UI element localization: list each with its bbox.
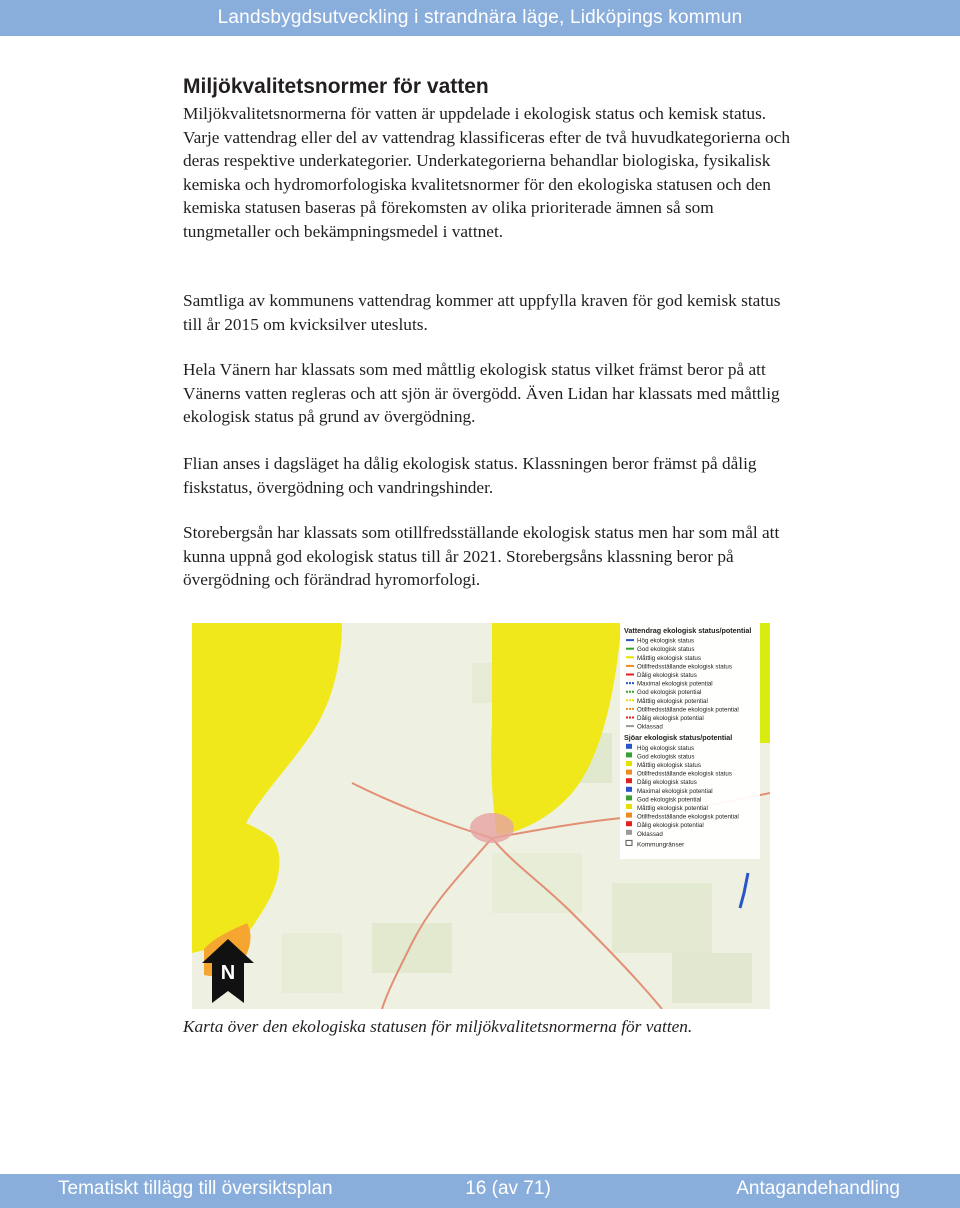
legend-lake-swatch bbox=[626, 787, 632, 792]
legend-lake-swatch bbox=[626, 804, 632, 809]
legend-title-streams: Vattendrag ekologisk status/potential bbox=[624, 626, 752, 635]
town-lidkoping bbox=[470, 813, 514, 843]
paragraph-chemical-status: Samtliga av kommunens vattendrag kommer att uppfylla kraven för god kemisk status till år 2015 om kvicksilver utesluts. bbox=[183, 291, 781, 334]
paragraph-intro: Miljökvalitetsnormerna för vatten är uppdelade i ekologisk status och kemisk status. Varje vattendrag eller del av vattendrag klassificeras efter de två huvudkategorierna och deras respektive underkategorier. Underkategorierna behandlar biologiska, fysikalisk kemiska och hydromorfologiska kvalitetsnormer för den ekologiska statusen och den kemiska statusen baseras på förekomsten av olika prioriterade ämnen så som tungmetaller och bekämpningsmedel i vattnet. bbox=[183, 104, 790, 241]
legend-stream-label: Otillfredsställande ekologisk potential bbox=[637, 706, 739, 714]
legend-title-lakes: Sjöar ekologisk status/potential bbox=[624, 733, 733, 743]
legend-lake-swatch bbox=[626, 752, 632, 757]
legend-lake-label: God ekologisk potential bbox=[637, 796, 702, 804]
paragraph-flian: Flian anses i dagsläget ha dålig ekologisk status. Klassningen beror främst på dålig fiskstatus, övergödning och vandringshinder. bbox=[183, 454, 757, 497]
legend-lake-label: Hög ekologisk status bbox=[637, 744, 695, 752]
legend-stream-label: Oklassad bbox=[637, 723, 663, 731]
legend-lake-swatch bbox=[626, 821, 632, 826]
footer-status: Antagandehandling bbox=[736, 1178, 900, 1199]
north-label: N bbox=[220, 962, 236, 984]
ecological-status-map bbox=[192, 623, 770, 1009]
legend-stream-label: Dålig ekologisk status bbox=[637, 672, 697, 679]
legend-stream-label: Maximal ekologisk potential bbox=[637, 680, 713, 688]
legend-lake-swatch bbox=[626, 744, 632, 749]
legend-stream-label: Måttlig ekologisk potential bbox=[637, 697, 708, 705]
legend-lake-swatch bbox=[626, 795, 632, 800]
paragraph-vanern: Hela Vänern har klassats som med måttlig ekologisk status vilket främst beror på att Vänerns vatten regleras och att sjön är övergödd. Även Lidan har klassats med måttlig ekologisk status på grund av övergödning. bbox=[183, 360, 780, 426]
legend-lake-label: Måttlig ekologisk potential bbox=[637, 805, 708, 812]
footer-document-title: Tematiskt tillägg till översiktsplan bbox=[58, 1178, 333, 1199]
legend-boundary-label: Kommungränser bbox=[637, 841, 685, 849]
legend-stream-label: Måttlig ekologisk status bbox=[637, 654, 701, 662]
legend-lake-swatch bbox=[626, 813, 632, 818]
legend-lake-label: Otillfredsställande ekologisk status bbox=[637, 770, 732, 778]
legend-stream-label: Otillfredsställande ekologisk status bbox=[637, 663, 732, 671]
footer-page-number: 16 (av 71) bbox=[465, 1178, 551, 1199]
legend-lake-swatch bbox=[626, 761, 632, 766]
map-graphic bbox=[192, 623, 770, 1009]
legend-lake-swatch bbox=[626, 770, 632, 775]
legend-lake-label: Otillfredsställande ekologisk potential bbox=[637, 813, 739, 821]
legend-lake-label: Dålig ekologisk status bbox=[637, 779, 697, 787]
legend-stream-label: God ekologisk status bbox=[637, 646, 695, 654]
legend-lake-label: Dålig ekologisk potential bbox=[637, 822, 704, 830]
paragraph-storebergsan: Storebergsån har klassats som otillfredsställande ekologisk status men har som mål att kunna uppnå god ekologisk status till år 2021. Storebergsåns klassning beror på övergödning och förändrad hyromorfologi. bbox=[183, 523, 780, 589]
map-caption: Karta över den ekologiska statusen för miljökvalitetsnormerna för vatten. bbox=[183, 1017, 693, 1036]
legend-stream-label: Hög ekologisk status bbox=[637, 637, 695, 645]
legend-lake-swatch bbox=[626, 830, 632, 835]
legend-lake-swatch bbox=[626, 778, 632, 783]
section-heading: Miljökvalitetsnormer för vatten bbox=[183, 75, 489, 98]
legend-stream-label: Dålig ekologisk potential bbox=[637, 715, 704, 722]
legend-lake-label: Oklassad bbox=[637, 830, 663, 838]
legend-lake-label: God ekologisk status bbox=[637, 753, 695, 761]
legend-lake-label: Måttlig ekologisk status bbox=[637, 762, 701, 769]
map-edge-strip bbox=[760, 623, 770, 743]
legend-stream-label: God ekologisk potential bbox=[637, 689, 702, 697]
legend-lake-label: Maximal ekologisk potential bbox=[637, 787, 713, 795]
header-title: Landsbygdsutveckling i strandnära läge, Lidköpings kommun bbox=[217, 7, 743, 28]
